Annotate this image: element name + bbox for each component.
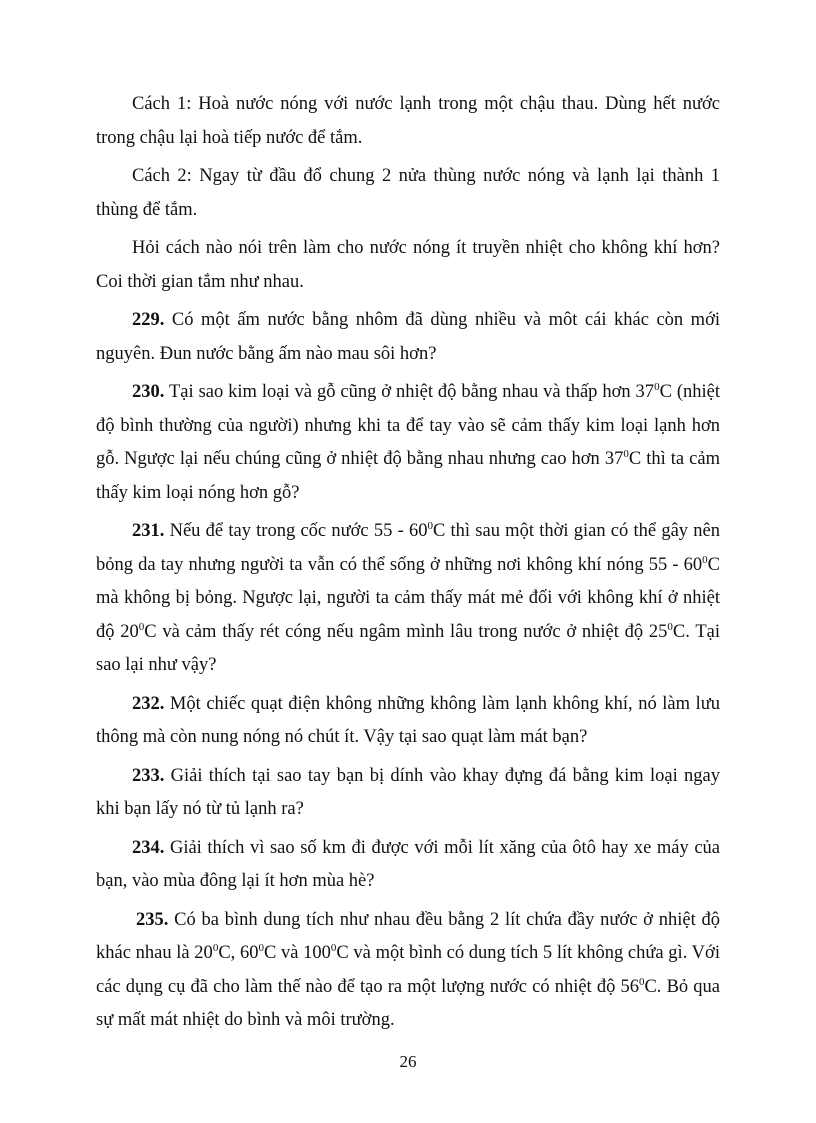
problem-235: 235. Có ba bình dung tích như nhau đều bằng 2 lít chứa đầy nước ở nhiệt độ khác nhau là $20^0C$, $60^0C$ và $100^0C$ và một bình có dung tích 5 lít không chứa gì. Với các dụng cụ đã cho làm thế nào để tạo ra một lượng nước có nhiệt độ $56^0C$. Bỏ qua sự mất mát nhiệt do bình và môi trường. <box>96 909 720 1030</box>
problem-number: 230. <box>132 382 165 402</box>
problem-number: 229. <box>132 310 165 330</box>
paragraph-cach-1: Cách 1: Hoà nước nóng với nước lạnh trong một chậu thau. Dùng hết nước trong chậu lại hoà tiếp nước để tắm. <box>96 94 720 148</box>
degree-superscript: 0 <box>138 620 145 633</box>
problem-231: 231. Nếu để tay trong cốc nước $55 - 60^0C$ thì sau một thời gian có thể gây nên bỏng da tay nhưng người ta vẫn có thể sống ở những nơi không khí nóng $55 - 60^0C$ mà không bị bỏng. Ngược lại, người ta cảm thấy mát mẻ đối với không khí ở nhiệt độ $20^0C$ và cảm thấy rét cóng nếu ngâm mình lâu trong nước ở nhiệt độ $25^0C$. Tại sao lại như vậy? <box>96 520 720 675</box>
degree-superscript: 0 <box>702 553 708 566</box>
degree-superscript: 0 <box>654 381 660 393</box>
page-body <box>96 88 720 1043</box>
degree-superscript: 0 <box>427 520 433 532</box>
problem-232: 232. Một chiếc quạt điện không những không làm lạnh không khí, nó làm lưu thông mà còn nung nóng nó chút ít. Vậy tại sao quạt làm mát bạn? <box>96 693 720 747</box>
page-number: 26 <box>399 1052 417 1071</box>
problem-230: 230. Tại sao kim loại và gỗ cũng ở nhiệt độ bằng nhau và thấp hơn $37^0C$ (nhiệt độ bình thường của người) nhưng khi ta để tay vào sẽ cảm thấy kim loại lạnh hơn gỗ. Ngược lại nếu chúng cũng ở nhiệt độ bằng nhau nhưng cao hơn $37^0C$ thì ta cảm thấy kim loại nóng hơn gỗ? <box>96 381 720 503</box>
problem-number: 232. <box>132 693 165 714</box>
degree-superscript: 0 <box>258 942 264 954</box>
problem-234: 234. Giải thích vì sao số km đi được với mỗi lít xăng của ôtô hay xe máy của bạn, vào mùa đông lại ít hơn mùa hè? <box>96 837 720 891</box>
paragraph-question: Hỏi cách nào nói trên làm cho nước nóng ít truyền nhiệt cho không khí hơn? Coi thời gian tắm như nhau. <box>96 238 720 292</box>
degree-superscript: 0 <box>638 975 645 988</box>
problem-number: 233. <box>132 765 165 786</box>
problem-number: 235. <box>136 909 169 930</box>
problem-233: 233. Giải thích tại sao tay bạn bị dính vào khay đựng đá bằng kim loại ngay khi bạn lấy nó từ tủ lạnh ra? <box>96 765 720 819</box>
degree-superscript: 0 <box>667 620 673 633</box>
problem-number: 231. <box>132 521 165 541</box>
paragraph-cach-2: Cách 2: Ngay từ đầu đổ chung 2 nửa thùng nước nóng và lạnh lại thành 1 thùng để tắm. <box>96 166 720 220</box>
degree-superscript: 0 <box>330 942 337 954</box>
degree-superscript: 0 <box>623 448 629 460</box>
degree-superscript: 0 <box>212 942 219 954</box>
problem-number: 234. <box>132 837 165 858</box>
problem-229: 229. Có một ấm nước bằng nhôm đã dùng nhiều và môt cái khác còn mới nguyên. Đun nước bằng ấm nào mau sôi hơn? <box>96 310 720 364</box>
